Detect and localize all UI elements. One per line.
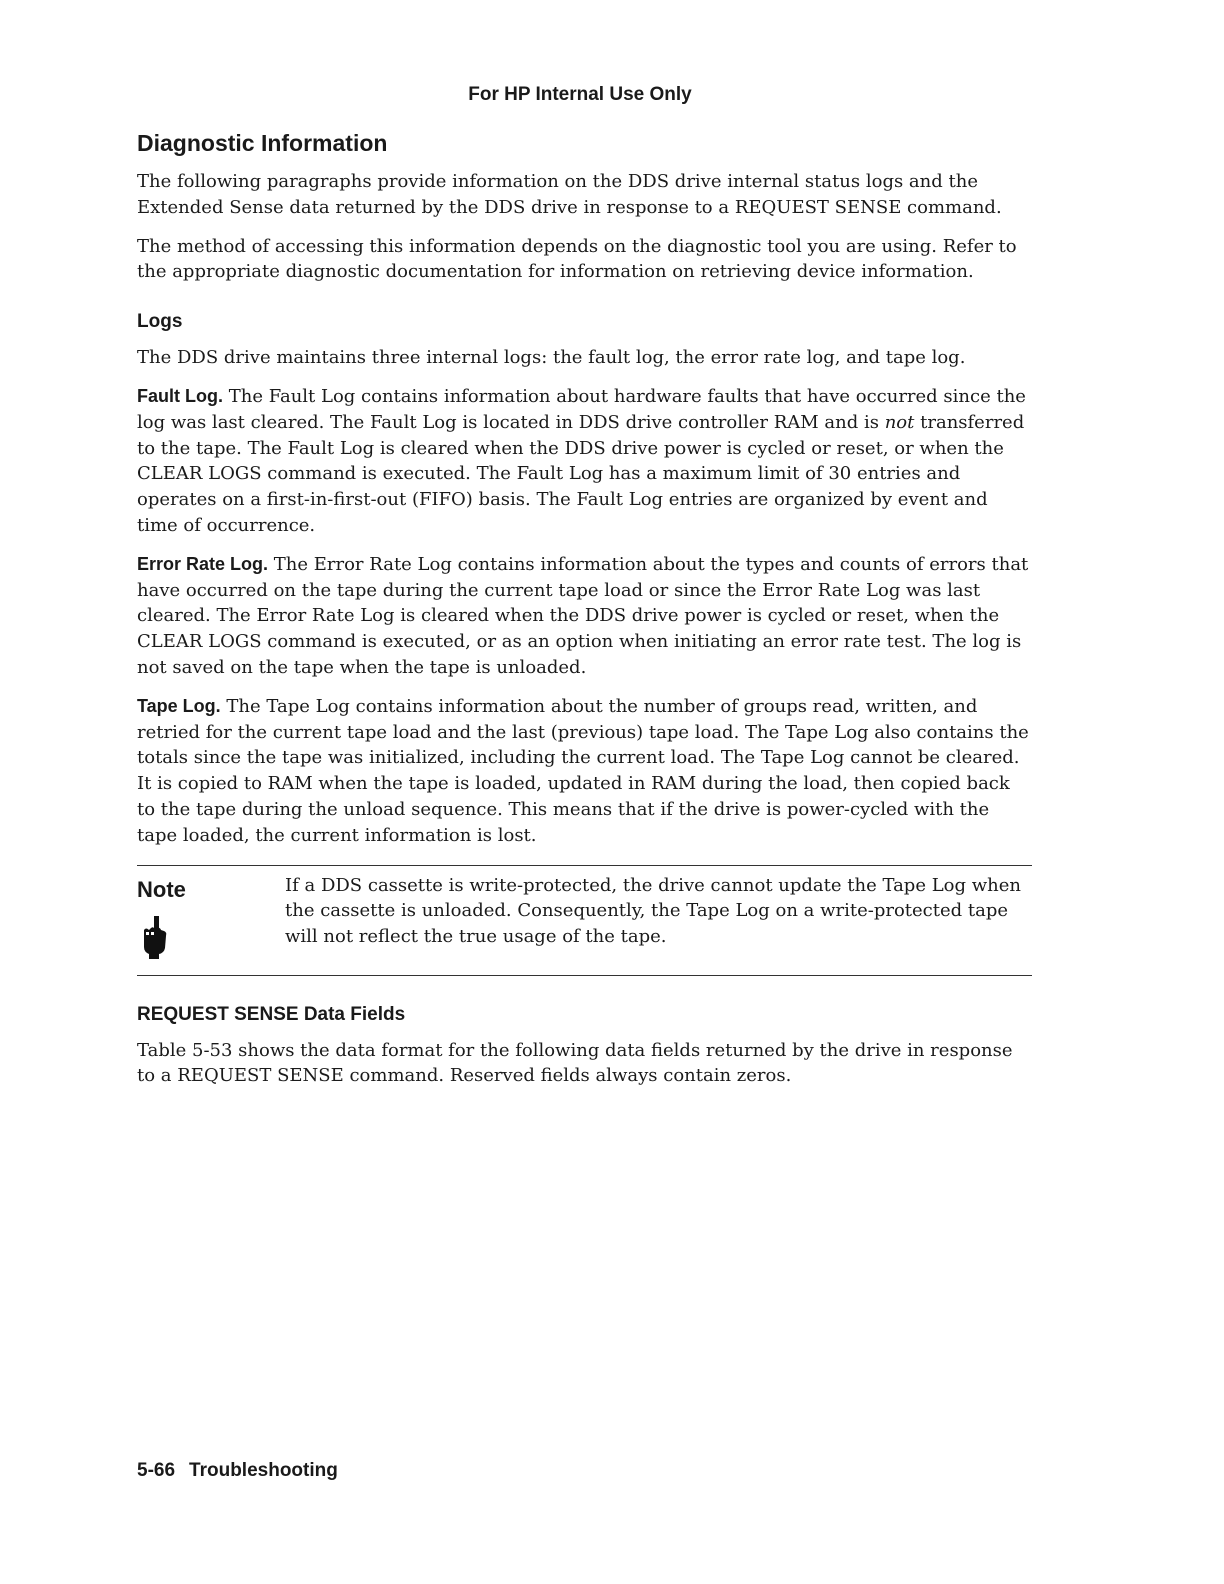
request-sense-paragraph: Table 5-53 shows the data format for the following data fields returned by the drive in response to a REQUEST SENSE command. Reserved fields always contain zeros. [137, 1039, 1013, 1087]
note-left [137, 873, 285, 959]
fault-log-text-after: transferred to the tape. The Fault Log is cleared when the DDS drive power is cycled or reset, or when the CLEAR LOGS command is executed. The Fault Log has a maximum limit of 30 entries and operates on a first-in-first-out (FIFO) basis. The Fault Log entries are organized by event and time of occurrence. [137, 411, 1025, 536]
intro-paragraph-2: The method of accessing this information depends on the diagnostic tool you are using. Refer to the appropriate diagnostic documentation for information on retrieving device information. [137, 235, 1017, 283]
note-box [137, 865, 1032, 976]
request-sense-heading: REQUEST SENSE Data Fields [137, 1003, 406, 1025]
fault-log-text-before: The Fault Log contains information about hardware faults that have occurred since the log was last cleared. The Fault Log is located in DDS drive controller RAM and is [137, 385, 1026, 433]
fault-log-label: Fault Log. [137, 385, 223, 406]
tape-log-label: Tape Log. [137, 695, 221, 716]
note-text: If a DDS cassette is write-protected, the drive cannot update the Tape Log when the cassette is unloaded. Consequently, the Tape Log on a write-protected tape will not reflect the true usage of the tape. [285, 874, 1021, 948]
error-rate-log-text: The Error Rate Log contains information about the types and counts of errors that have occurred on the tape during the current tape load or since the Error Rate Log was last cleared. The Error Rate Log is cleared when the DDS drive power is cycled or reset, when the CLEAR LOGS command is executed, or as an option when initiating an error rate test. The log is not saved on the tape when the tape is unloaded. [137, 553, 1029, 678]
note-label: Note [137, 876, 186, 902]
fault-log-paragraph [137, 384, 1032, 539]
footer-section: Troubleshooting [189, 1460, 338, 1481]
page-content [137, 130, 1032, 1102]
error-rate-log-paragraph [137, 552, 1032, 681]
page-title: Diagnostic Information [137, 130, 388, 156]
page-footer [137, 1460, 338, 1482]
page-header: For HP Internal Use Only [468, 84, 692, 105]
error-rate-log-label: Error Rate Log. [137, 553, 269, 574]
intro-paragraph-1: The following paragraphs provide information on the DDS drive internal status logs and the Extended Sense data returned by the DDS drive in response to a REQUEST SENSE command. [137, 171, 1002, 218]
logs-heading: Logs [137, 311, 183, 333]
footer-page-number: 5-66 [137, 1460, 176, 1481]
fault-log-emphasis: not [884, 411, 915, 433]
logs-intro: The DDS drive maintains three internal logs: the fault log, the error rate log, and tape log. [137, 347, 966, 369]
tape-log-paragraph [137, 694, 1032, 849]
tape-log-text: The Tape Log contains information about the number of groups read, written, and retried for the current tape load and the last (previous) tape load. The Tape Log also contains the totals since the tape was initialized, including the current load. The Tape Log cannot be cleared. It is copied to RAM when the tape is loaded, updated in RAM during the load, then copied back to the tape during the unload sequence. This means that if the drive is power-cycled with the tape loaded, the current information is lost. [137, 695, 1029, 846]
pointing-hand-icon [137, 915, 171, 959]
